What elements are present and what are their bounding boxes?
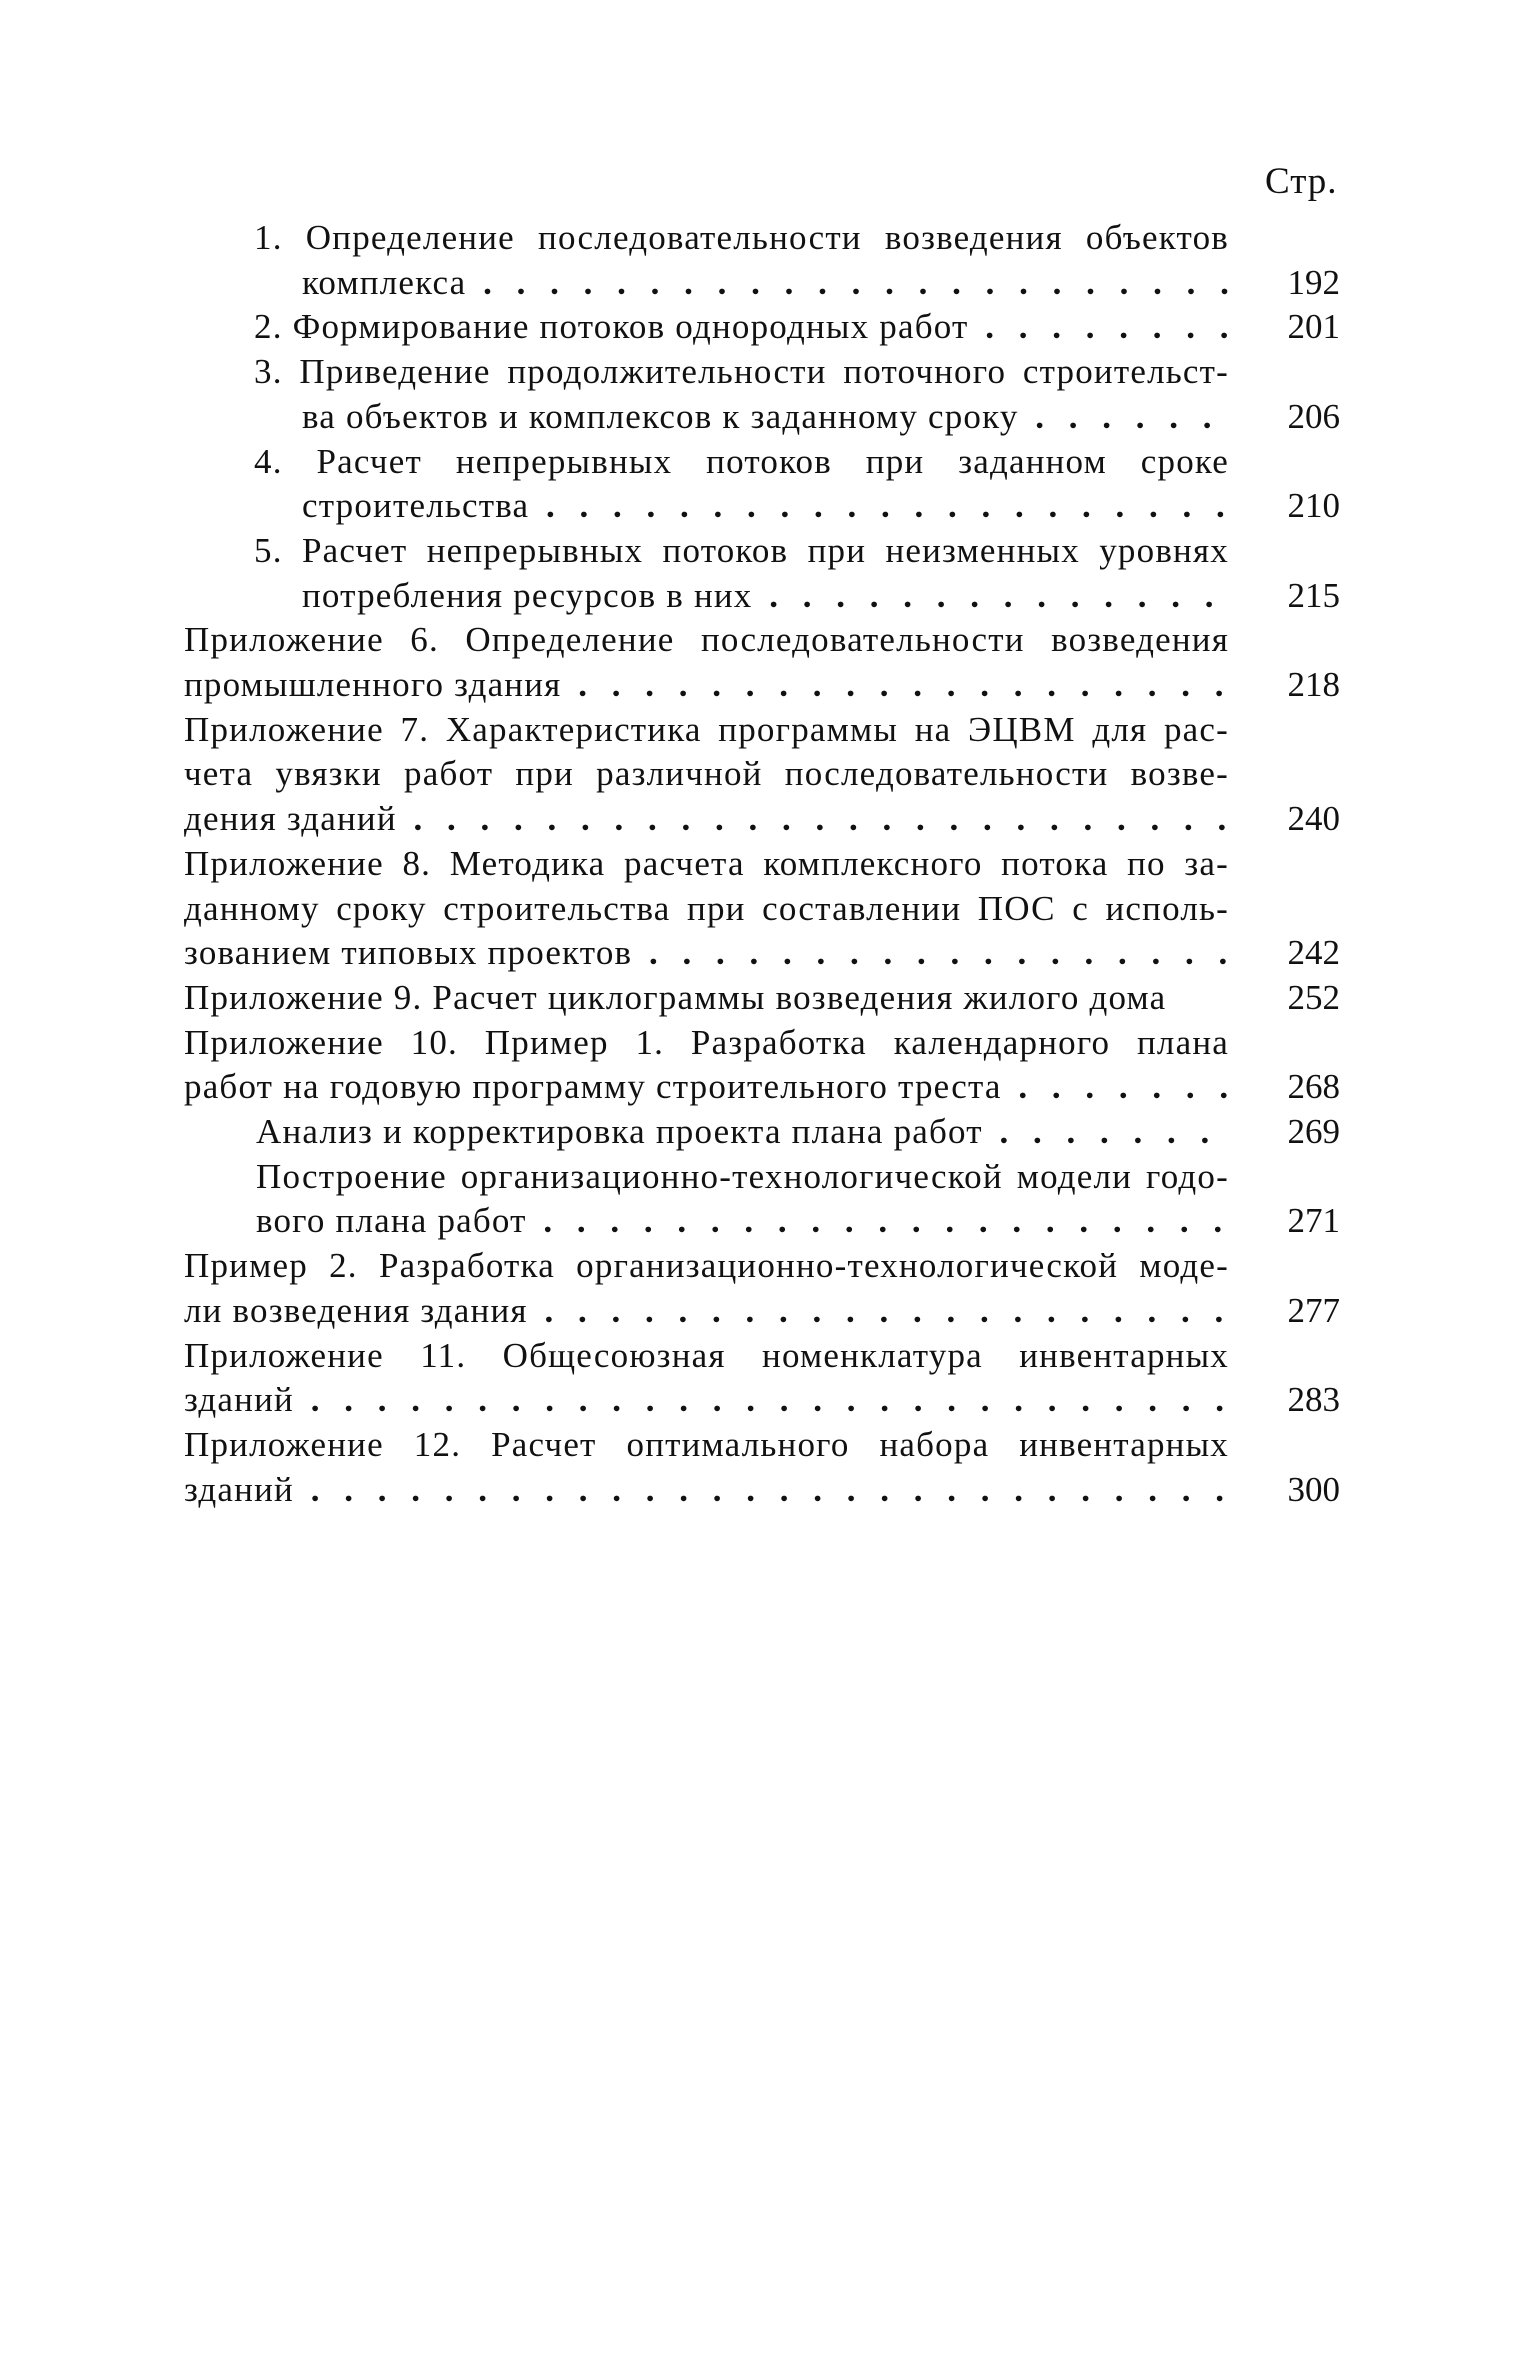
toc-entry-title [254, 529, 1229, 618]
toc-entry-title [254, 350, 1229, 439]
table-of-contents [184, 216, 1340, 1512]
toc-entry-line: зданий . . . [184, 1468, 1229, 1513]
toc-page-number: 300 [1287, 1469, 1340, 1509]
toc-entry [184, 1423, 1340, 1512]
toc-entry-line: чета увязки работ при различной последовательности возве- [184, 754, 1229, 794]
toc-entry [184, 708, 1340, 842]
toc-entry-line: вого плана работ . . . [256, 1199, 1229, 1244]
toc-entry-line: потребления ресурсов в них . . . [254, 574, 1229, 619]
toc-entry-line: промышленного здания . . . [184, 663, 1229, 708]
toc-entry [184, 529, 1340, 618]
toc-page-number: 242 [1287, 933, 1340, 973]
toc-entry-title [254, 305, 1229, 350]
toc-entry-title [256, 1110, 1229, 1155]
toc-page-number: 215 [1287, 575, 1340, 615]
toc-entry-line: дения зданий . . . [184, 797, 1229, 842]
toc-entry [184, 976, 1340, 1021]
toc-page-number: 268 [1287, 1067, 1340, 1107]
toc-entry-title [184, 976, 1229, 1021]
toc-entry-line: Приложение 12. Расчет оптимального набора инвентарных [184, 1424, 1229, 1464]
toc-page-number: 218 [1287, 665, 1340, 705]
toc-page-number: 277 [1287, 1290, 1340, 1330]
toc-page-number: 201 [1287, 307, 1340, 347]
toc-entry-line: Пример 2. Разработка организационно-технологической моде- [184, 1246, 1229, 1286]
toc-entry-title [184, 618, 1229, 707]
toc-entry-title [184, 1244, 1229, 1333]
toc-entry [184, 216, 1340, 305]
toc-page-number: 269 [1287, 1112, 1340, 1152]
toc-entry-line: Приложение 7. Характеристика программы на ЭЦВМ для рас- [184, 709, 1229, 749]
toc-entry-line: Приложение 11. Общесоюзная номенклатура инвентарных [184, 1335, 1229, 1375]
toc-entry-title [184, 842, 1229, 976]
toc-entry [184, 1334, 1340, 1423]
toc-entry-line: Приложение 10. Пример 1. Разработка календарного плана [184, 1022, 1229, 1062]
toc-entry [184, 350, 1340, 439]
toc-entry-line: ли возведения здания . . . [184, 1289, 1229, 1334]
toc-entry-line: Приложение 9. Расчет циклограммы возведения жилого дома [184, 977, 1167, 1017]
toc-entry [184, 1021, 1340, 1110]
toc-entry [184, 1155, 1340, 1244]
toc-entry-line: 4. Расчет непрерывных потоков при заданном сроке [254, 441, 1229, 481]
toc-entry-line: 3. Приведение продолжительности поточного строительст- [254, 352, 1229, 392]
toc-entry-line: строительства . . . [254, 484, 1229, 529]
toc-entry-title [254, 440, 1229, 529]
toc-page-number: 206 [1287, 396, 1340, 436]
toc-entry-line: 1. Определение последовательности возведения объектов [254, 218, 1229, 257]
toc-entry [184, 1110, 1340, 1155]
toc-entry-title [184, 1423, 1229, 1512]
toc-entry-title [184, 1334, 1229, 1423]
toc-entry [184, 618, 1340, 707]
toc-entry-line: ва объектов и комплексов к заданному сроку . . . [254, 395, 1229, 440]
toc-entry-title [184, 1021, 1229, 1110]
toc-entry [184, 1244, 1340, 1333]
toc-page-number: 210 [1287, 486, 1340, 526]
toc-entry-title [256, 1155, 1229, 1244]
toc-entry-line: зованием типовых проектов . . . [184, 931, 1229, 976]
toc-entry-line: комплекса . . . [254, 261, 1229, 306]
toc-entry-title [254, 216, 1229, 305]
toc-entry-title [184, 708, 1229, 842]
toc-entry-line: работ на годовую программу строительного треста . . . [184, 1065, 1229, 1110]
toc-entry-line: 2. Формирование потоков однородных работ . . . [254, 305, 1229, 350]
toc-page-number: 252 [1287, 977, 1340, 1017]
toc-entry-line: Приложение 6. Определение последовательности возведения [184, 620, 1229, 660]
toc-entry [184, 305, 1340, 350]
toc-entry [184, 842, 1340, 976]
toc-page-number: 192 [1287, 262, 1340, 302]
toc-entry-line: данному сроку строительства при составлении ПОС с исполь- [184, 888, 1229, 928]
page-column-header: Стр. [1265, 161, 1338, 202]
toc-entry-line: Построение организационно-технологической модели годо- [256, 1156, 1229, 1196]
toc-entry [184, 440, 1340, 529]
toc-page-number: 240 [1287, 799, 1340, 839]
toc-page-number: 283 [1287, 1380, 1340, 1420]
toc-page-number: 271 [1287, 1201, 1340, 1241]
toc-entry-line: Приложение 8. Методика расчета комплексного потока по за- [184, 843, 1229, 883]
toc-entry-line: зданий . . . [184, 1378, 1229, 1423]
toc-entry-line: Анализ и корректировка проекта плана работ . . . [256, 1110, 1229, 1155]
toc-entry-line: 5. Расчет непрерывных потоков при неизменных уровнях [254, 530, 1229, 570]
